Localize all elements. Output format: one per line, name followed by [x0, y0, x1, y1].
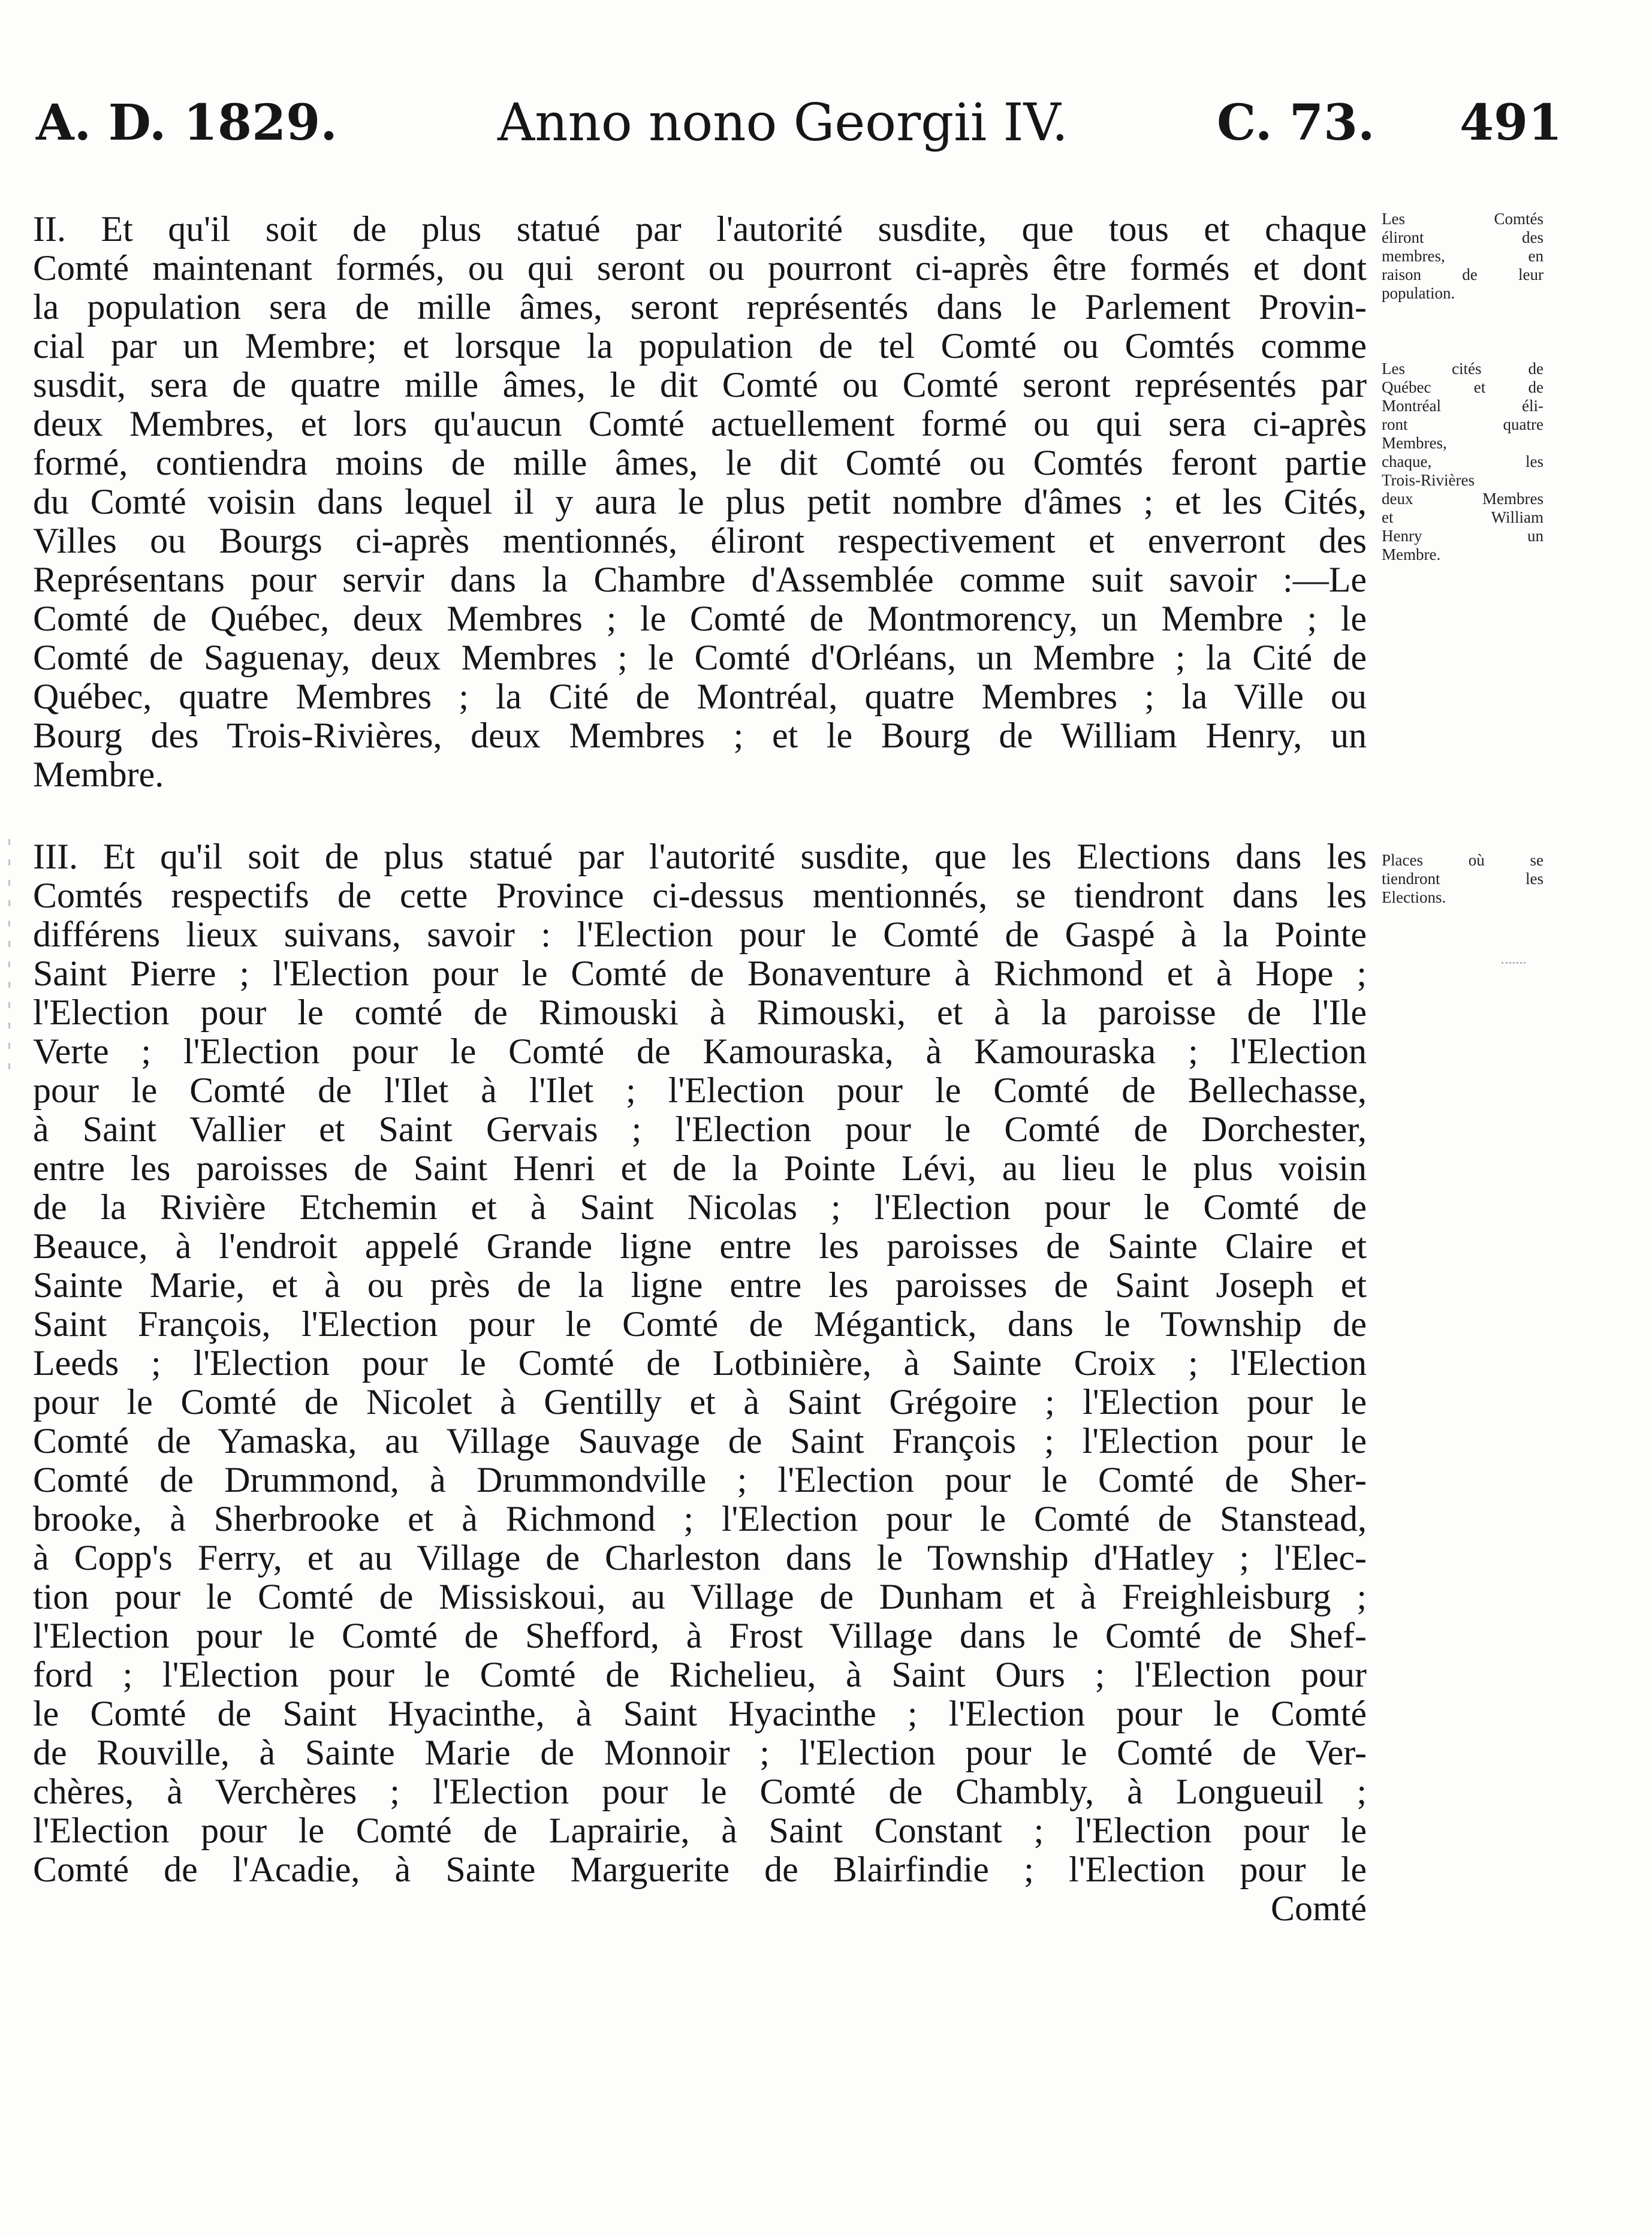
section-2-line: Villes ou Bourgs ci-après mentionnés, éliront respectivement et enverront des: [33, 521, 1367, 560]
section-3: [33, 837, 1367, 1928]
running-header: [36, 90, 1563, 168]
section-2-line: du Comté voisin dans lequel il y aura le plus petit nombre d'âmes ; et les Cités,: [33, 482, 1367, 521]
section-3-line: tion pour le Comté de Missiskoui, au Village de Dunham et à Freighleisburg ;: [33, 1578, 1367, 1616]
scan-artifact: [8, 839, 10, 1073]
marginal-note-line: raison de leur: [1382, 266, 1544, 283]
marginal-note-representation: [1382, 210, 1544, 303]
marginal-note-line: Membres,: [1382, 434, 1447, 452]
section-3-line: Beauce, à l'endroit appelé Grande ligne entre les paroisses de Sainte Claire et: [33, 1227, 1367, 1266]
section-3-line: l'Election pour le comté de Rimouski à Rimouski, et à la paroisse de l'Ile: [33, 993, 1367, 1032]
section-2-line: deux Membres, et lors qu'aucun Comté actuellement formé ou qui sera ci-après: [33, 405, 1367, 444]
section-3-line: entre les paroisses de Saint Henri et de la Pointe Lévi, au lieu le plus voisin: [33, 1149, 1367, 1188]
section-2-line: Comté maintenant formés, ou qui seront ou pourront ci-après être formés et dont: [33, 249, 1367, 288]
marginal-note-line: ront quatre: [1382, 415, 1544, 433]
marginal-note-line: Les cités de: [1382, 360, 1544, 378]
marginal-note-line: Elections.: [1382, 888, 1446, 906]
section-3-line: Saint Pierre ; l'Election pour le Comté de Bonaventure à Richmond et à Hope ;: [33, 954, 1367, 993]
marginal-note-line: population.: [1382, 284, 1455, 302]
header-year: A. D. 1829.: [36, 94, 337, 152]
header-chapter: C. 73.: [1217, 94, 1375, 152]
section-2-line: Membre.: [33, 755, 164, 794]
section-2-line: formé, contiendra moins de mille âmes, le dit Comté ou Comtés feront partie: [33, 444, 1367, 482]
section-3-line: III. Et qu'il soit de plus statué par l'autorité susdite, que les Elections dans les: [33, 837, 1367, 876]
section-3-line: l'Election pour le Comté de Laprairie, à Saint Constant ; l'Election pour le: [33, 1811, 1367, 1850]
marginal-note-cities: [1382, 360, 1544, 564]
section-3-line: à Copp's Ferry, et au Village de Charleston dans le Township d'Hatley ; l'Elec-: [33, 1539, 1367, 1578]
section-2-line: la population sera de mille âmes, seront représentés dans le Parlement Provin-: [33, 288, 1367, 327]
section-2-line: cial par un Membre; et lorsque la population de tel Comté ou Comtés comme: [33, 327, 1367, 366]
section-3-line: Leeds ; l'Election pour le Comté de Lotbinière, à Sainte Croix ; l'Election: [33, 1344, 1367, 1383]
section-3-line: pour le Comté de Nicolet à Gentilly et à Saint Grégoire ; l'Election pour le: [33, 1383, 1367, 1422]
marginal-note-line: Les Comtés: [1382, 210, 1544, 228]
section-3-line: de Rouville, à Sainte Marie de Monnoir ; l'Election pour le Comté de Ver-: [33, 1733, 1367, 1772]
section-2-line: Bourg des Trois-Rivières, deux Membres ; et le Bourg de William Henry, un: [33, 716, 1367, 755]
section-2-line: Représentans pour servir dans la Chambre d'Assemblée comme suit savoir :—Le: [33, 560, 1367, 599]
section-3-line: ford ; l'Election pour le Comté de Richelieu, à Saint Ours ; l'Election pour: [33, 1655, 1367, 1694]
marginal-note-line: membres, en: [1382, 247, 1544, 265]
section-2: [33, 210, 1367, 794]
catchword: Comté: [1271, 1889, 1367, 1928]
header-regnal-year: Anno nono Georgii IV.: [498, 93, 1068, 153]
marginal-note-line: deux Membres: [1382, 490, 1544, 508]
section-2-line: II. Et qu'il soit de plus statué par l'autorité susdite, que tous et chaque: [33, 210, 1367, 249]
marginal-note-line: tiendront les: [1382, 870, 1544, 888]
section-3-line: Comté de Drummond, à Drummondville ; l'Election pour le Comté de Sher-: [33, 1461, 1367, 1500]
section-2-line: susdit, sera de quatre mille âmes, le dit Comté ou Comté seront représentés par: [33, 366, 1367, 405]
section-3-line: brooke, à Sherbrooke et à Richmond ; l'Election pour le Comté de Stanstead,: [33, 1500, 1367, 1539]
section-3-line: différens lieux suivans, savoir : l'Election pour le Comté de Gaspé à la Pointe: [33, 915, 1367, 954]
marginal-note-line: Membre.: [1382, 545, 1441, 563]
section-3-line: Sainte Marie, et à ou près de la ligne entre les paroisses de Saint Joseph et: [33, 1266, 1367, 1305]
marginal-note-line: Montréal éli-: [1382, 397, 1544, 415]
marginal-note-line: Places où se: [1382, 851, 1544, 869]
section-3-line: Comté de l'Acadie, à Sainte Marguerite de Blairfindie ; l'Election pour le: [33, 1850, 1367, 1889]
section-3-line: Comté de Yamaska, au Village Sauvage de Saint François ; l'Election pour le: [33, 1422, 1367, 1461]
section-3-line: chères, à Verchères ; l'Election pour le Comté de Chambly, à Longueuil ;: [33, 1772, 1367, 1811]
page-number: 491: [1460, 94, 1563, 152]
marginal-note-line: Québec et de: [1382, 378, 1544, 396]
section-3-line: l'Election pour le Comté de Shefford, à Frost Village dans le Comté de Shef-: [33, 1616, 1367, 1655]
marginal-note-line: Trois-Rivières: [1382, 471, 1475, 489]
section-3-line: Verte ; l'Election pour le Comté de Kamouraska, à Kamouraska ; l'Election: [33, 1032, 1367, 1071]
section-3-line: pour le Comté de l'Ilet à l'Ilet ; l'Election pour le Comté de Bellechasse,: [33, 1071, 1367, 1110]
section-3-line: de la Rivière Etchemin et à Saint Nicolas ; l'Election pour le Comté de: [33, 1188, 1367, 1227]
section-3-line: Comtés respectifs de cette Province ci-dessus mentionnés, se tiendront dans les: [33, 876, 1367, 915]
section-3-line: à Saint Vallier et Saint Gervais ; l'Election pour le Comté de Dorchester,: [33, 1110, 1367, 1149]
marginal-note-election-places: [1382, 851, 1544, 907]
section-2-line: Comté de Québec, deux Membres ; le Comté de Montmorency, un Membre ; le: [33, 599, 1367, 638]
marginal-note-line: éliront des: [1382, 228, 1544, 246]
section-2-line: Québec, quatre Membres ; la Cité de Montréal, quatre Membres ; la Ville ou: [33, 677, 1367, 716]
section-2-line: Comté de Saguenay, deux Membres ; le Comté d'Orléans, un Membre ; la Cité de: [33, 638, 1367, 677]
marginal-note-line: et William: [1382, 508, 1544, 526]
section-3-line: Saint François, l'Election pour le Comté de Mégantick, dans le Township de: [33, 1305, 1367, 1344]
scan-artifact: [1502, 962, 1526, 972]
marginal-note-line: Henry un: [1382, 527, 1544, 545]
section-3-line: le Comté de Saint Hyacinthe, à Saint Hyacinthe ; l'Election pour le Comté: [33, 1694, 1367, 1733]
marginal-note-line: chaque, les: [1382, 453, 1544, 470]
